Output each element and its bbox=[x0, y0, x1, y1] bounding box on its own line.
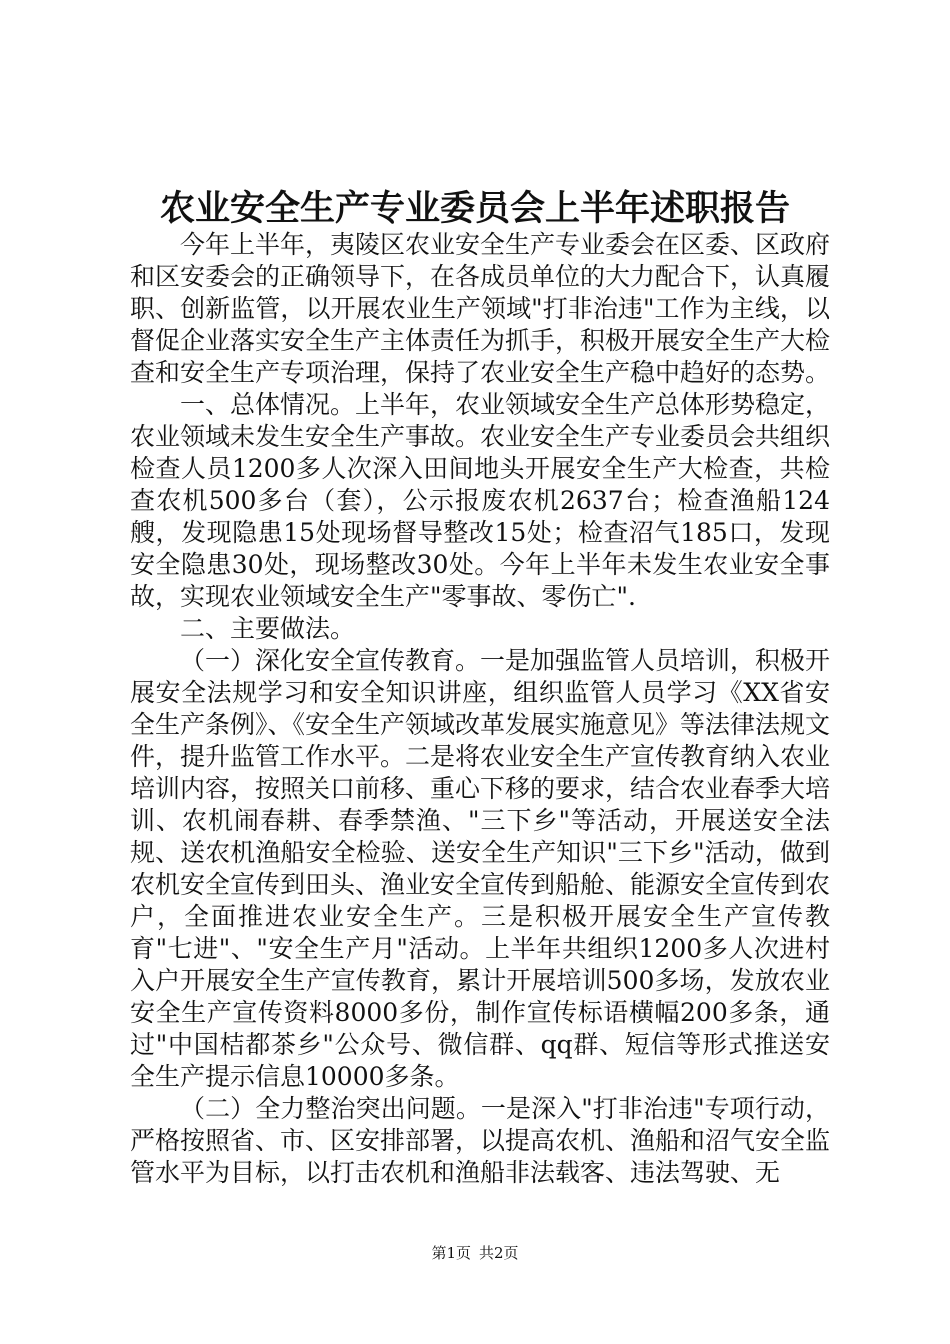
paragraph-safety-education: （一）深化安全宣传教育。一是加强监管人员培训，积极开展安全法规学习和安全知识讲座，组织监管人员学习《XX省安全生产条例》、《安全生产领域改革发展实施意见》等法律法规文件，提升监管工作水平。二是将农业安全生产宣传教育纳入农业培训内容，按照关口前移、重心下移的要求，结合农业春季大培训、农机闹春耕、春季禁渔、"三下乡"等活动，开展送安全法规、送农机渔船安全检验、送安全生产知识"三下乡"活动，做到农机安全宣传到田头、渔业安全宣传到船舱、能源安全宣传到农户，全面推进农业安全生产。三是积极开展安全生产宣传教育"七进"、"安全生产月"活动。上半年共组织1200多人次进村入户开展安全生产宣传教育，累计开展培训500多场，发放农业安全生产宣传资料8000多份，制作宣传标语横幅200多条，通过"中国桔都茶乡"公众号、微信群、qq群、短信等形式推送安全生产提示信息10000多条。 bbox=[130, 646, 831, 1091]
paragraph-main-practices: 二、主要做法。 bbox=[180, 614, 356, 643]
page-number-total: 共2页 bbox=[479, 1244, 519, 1262]
document-title: 农业安全生产专业委员会上半年述职报告 bbox=[159, 188, 790, 229]
paragraph-intro: 今年上半年，夷陵区农业安全生产专业委会在区委、区政府和区安委会的正确领导下，在各成员单位的大力配合下，认真履职、创新监管，以开展农业生产领域"打非治违"工作为主线，以督促企业落实安全生产主体责任为抓手，积极开展安全生产大检查和安全生产专项治理，保持了农业安全生产稳中趋好的态势。 bbox=[130, 230, 831, 387]
paragraph-rectify-problems: （二）全力整治突出问题。一是深入"打非治违"专项行动，严格按照省、市、区安排部署，以提高农机、渔船和沼气安全监管水平为目标，以打击农机和渔船非法载客、违法驾驶、无 bbox=[130, 1094, 831, 1187]
document-body bbox=[130, 229, 830, 1189]
page-footer bbox=[0, 1242, 950, 1264]
paragraph-overall-situation: 一、总体情况。上半年，农业领域安全生产总体形势稳定，农业领域未发生安全生产事故。农业安全生产专业委员会共组织检查人员1200多人次深入田间地头开展安全生产大检查，共检查农机500多台（套），公示报废农机2637台；检查渔船124艘，发现隐患15处现场督导整改15处；检查沼气185口，发现安全隐患30处，现场整改30处。今年上半年未发生农业安全事故，实现农业领域安全生产"零事故、零伤亡". bbox=[130, 390, 831, 611]
page-number-current: 第1页 bbox=[431, 1244, 471, 1262]
